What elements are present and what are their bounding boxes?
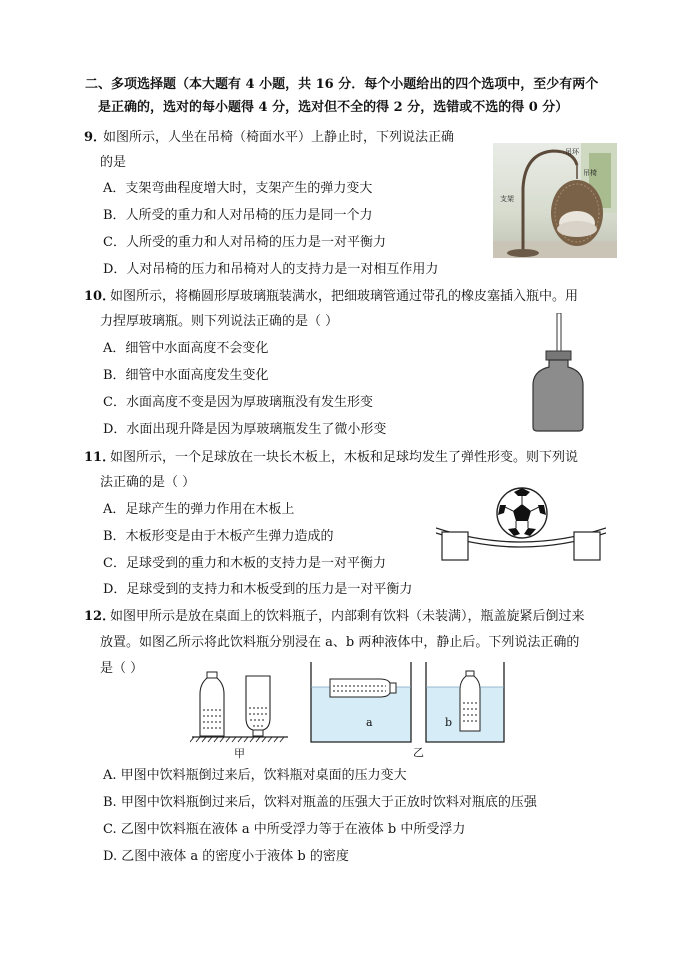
label-liquid-a: a [366, 716, 373, 729]
figure-yi-containers [308, 659, 508, 759]
question-number: 12． [84, 609, 116, 624]
hanging-chair-photo [493, 143, 617, 258]
question-stem: 法正确的是（ ） [100, 475, 196, 490]
option-a: A．足球产生的弹力作用在木板上 [103, 502, 295, 517]
section-header-line2: 是正确的，选对的每小题得 4 分，选对但不全的得 2 分，选错或不选的得 0 分） [98, 100, 569, 115]
option-d: D. 乙图中液体 a 的密度小于液体 b 的密度 [103, 849, 349, 864]
option-c: C．足球受到的重力和木板的支持力是一对平衡力 [103, 556, 386, 571]
option-d: D．足球受到的支持力和木板受到的压力是一对平衡力 [103, 582, 413, 597]
option-b: B．细管中水面高度发生变化 [103, 368, 269, 383]
glass-bottle-figure [527, 313, 589, 433]
question-number: 10． [84, 289, 116, 304]
figure-jia-bottles [190, 664, 290, 760]
option-c: C．水面高度不变是因为厚玻璃瓶没有发生形变 [103, 395, 373, 410]
question-stem: 如图所示，将椭圆形厚玻璃瓶装满水，把细玻璃管通过带孔的橡皮塞插入瓶中。用 [110, 289, 579, 304]
label-hanging-ring: 吊环 [565, 148, 579, 156]
question-stem: 的是 [100, 155, 127, 170]
option-a: A．细管中水面高度不会变化 [103, 341, 269, 356]
question-stem: 如图所示，人坐在吊椅（椅面水平）上静止时，下列说法正确 [103, 130, 455, 145]
label-chair: 吊椅 [583, 169, 597, 177]
option-a: A. 甲图中饮料瓶倒过来后，饮料瓶对桌面的压力变大 [103, 768, 407, 783]
question-stem: 如图所示，一个足球放在一块长木板上，木板和足球均发生了弹性形变。则下列说 [110, 450, 579, 465]
option-d: D．人对吊椅的压力和吊椅对人的支持力是一对相互作用力 [103, 262, 439, 277]
option-b: B．人所受的重力和人对吊椅的压力是同一个力 [103, 208, 373, 223]
label-jia: 甲 [234, 747, 245, 760]
option-d: D．水面出现升降是因为厚玻璃瓶发生了微小形变 [103, 422, 387, 437]
question-stem: 放置。如图乙所示将此饮料瓶分别浸在 a、b 两种液体中，静止后。下列说法正确的 [100, 635, 580, 650]
section-header-line1: 二、多项选择题（本大题有 4 小题，共 16 分．每个小题给出的四个选项中，至少有两个 [85, 77, 599, 92]
option-b: B．木板形变是由于木板产生弹力造成的 [103, 529, 334, 544]
option-c: C. 乙图中饮料瓶在液体 a 中所受浮力等于在液体 b 中所受浮力 [103, 822, 466, 837]
question-stem: 力捏厚玻璃瓶。则下列说法正确的是（ ） [100, 314, 339, 329]
question-stem: 是（ ） [100, 661, 144, 676]
option-b: B. 甲图中饮料瓶倒过来后，饮料对瓶盖的压强大于正放时饮料对瓶底的压强 [103, 795, 537, 810]
question-number: 9． [84, 130, 107, 145]
option-c: C．人所受的重力和人对吊椅的压力是一对平衡力 [103, 235, 386, 250]
option-a: A．支架弯曲程度增大时，支架产生的弹力变大 [103, 181, 373, 196]
football-on-board-figure [436, 484, 606, 566]
question-stem: 如图甲所示是放在桌面上的饮料瓶子，内部剩有饮料（未装满），瓶盖旋紧后倒过来 [110, 609, 585, 624]
label-stand: 支架 [500, 195, 514, 203]
label-yi: 乙 [413, 746, 424, 759]
label-liquid-b: b [445, 716, 453, 729]
question-number: 11． [84, 450, 116, 465]
